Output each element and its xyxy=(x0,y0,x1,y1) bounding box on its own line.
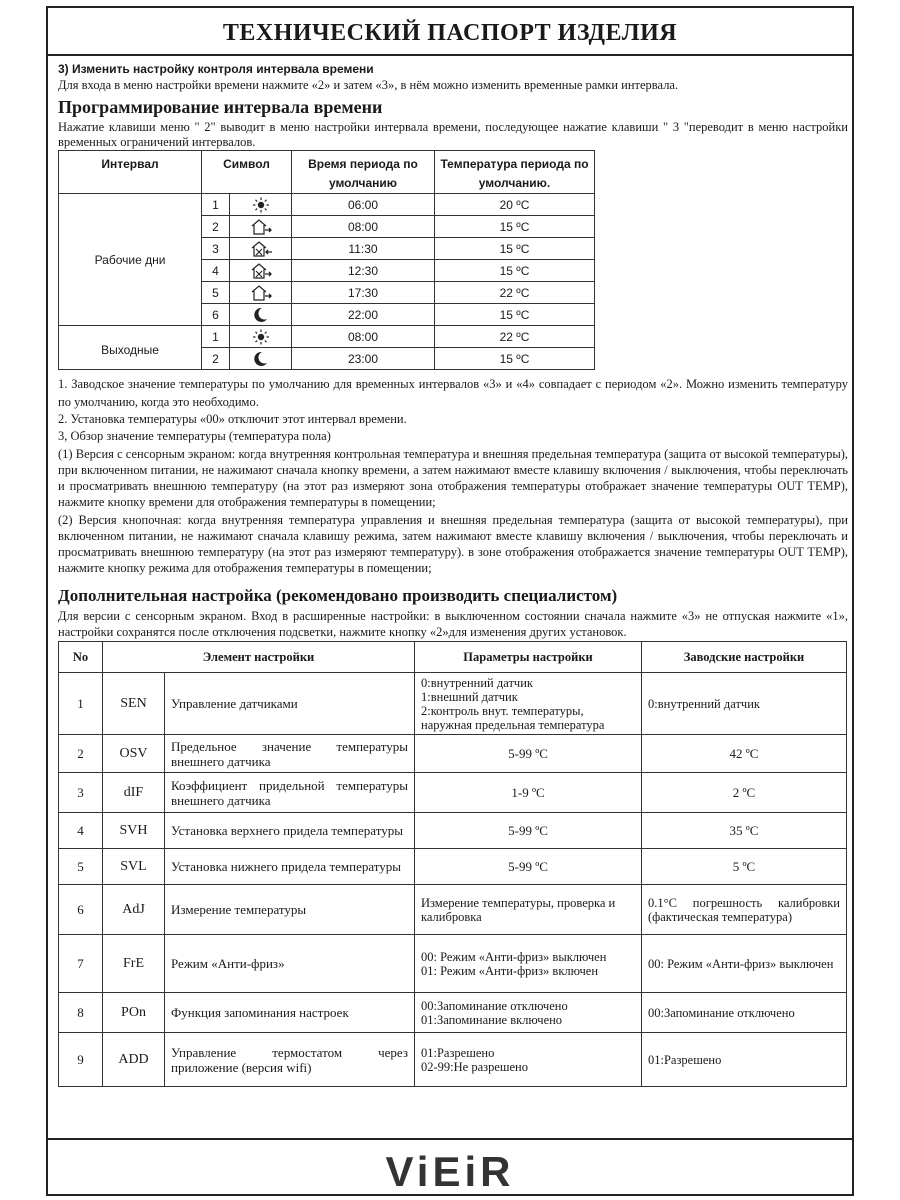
interval-time: 08:00 xyxy=(292,326,435,348)
interval-time: 17:30 xyxy=(292,282,435,304)
setting-name: Функция запоминания настроек xyxy=(165,993,415,1033)
interval-time: 11:30 xyxy=(292,238,435,260)
settings-row xyxy=(59,849,847,885)
setting-params xyxy=(415,935,642,993)
setting-factory: 42 ºC xyxy=(642,735,847,773)
document-page xyxy=(46,6,854,1196)
setting-params xyxy=(415,735,642,773)
page-title: ТЕХНИЧЕСКИЙ ПАСПОРТ ИЗДЕЛИЯ xyxy=(48,8,852,56)
interval-number: 2 xyxy=(202,216,230,238)
interval-number: 1 xyxy=(202,194,230,216)
setting-params xyxy=(415,885,642,935)
setting-params xyxy=(415,1033,642,1087)
setting-code: SVH xyxy=(103,813,165,849)
setting-code: OSV xyxy=(103,735,165,773)
setting-params xyxy=(415,993,642,1033)
setting-name: Режим «Анти-фриз» xyxy=(165,935,415,993)
setting-factory: 0.1°C погрешность калибровки (фактическая температура) xyxy=(642,885,847,935)
setting-param-line: 1-9 ºC xyxy=(511,784,545,800)
section-3-heading: 3) Изменить настройку контроля интервала времени xyxy=(58,62,374,76)
advanced-text: Для версии с сенсорным экраном. Вход в расширенные настройки: в выключенном состоянии сначала нажмите «3» не отпуская нажмите «1», настройки сохранятся после отключения подсветки, нажмите кнопку «2»для изменения других установок. xyxy=(58,609,848,639)
interval-number: 5 xyxy=(202,282,230,304)
setting-param-line: 02-99:Не разрешено xyxy=(421,1059,528,1074)
version-2-text: (2) Версия кнопочная: когда внутренняя температура управления и внешняя предельная температура (защита от высокой температуры), при включенном питании, не нажимают сначала клавишу режима, затем нажимают вместе клавишу включения / выключения, чтобы переключать и просматривать внешнюю температуру (на этот раз измеряют температуру). в зоне отображения отображается значение температуры OUT TEMP), нажмите кнопку режима для отображения температуры в помещении; xyxy=(58,513,848,575)
setting-code: dIF xyxy=(103,773,165,813)
setting-name: Коэффициент придельной температуры внешнего датчика xyxy=(165,773,415,813)
interval-time: 12:30 xyxy=(292,260,435,282)
setting-number: 3 xyxy=(59,773,103,813)
sun-icon xyxy=(230,326,292,348)
setting-name: Установка нижнего придела температуры xyxy=(165,849,415,885)
interval-number: 6 xyxy=(202,304,230,326)
interval-row xyxy=(59,194,595,216)
setting-name: Предельное значение температуры внешнего датчика xyxy=(165,735,415,773)
house-leave-icon xyxy=(230,216,292,238)
setting-factory: 00: Режим «Анти-фриз» выключен xyxy=(642,935,847,993)
setting-factory: 5 ºC xyxy=(642,849,847,885)
setting-param-line: 01: Режим «Анти-фриз» включен xyxy=(421,963,599,978)
setting-code: AdJ xyxy=(103,885,165,935)
setting-code: SEN xyxy=(103,673,165,735)
setting-params xyxy=(415,773,642,813)
setting-number: 8 xyxy=(59,993,103,1033)
interval-time: 23:00 xyxy=(292,348,435,370)
setting-code: SVL xyxy=(103,849,165,885)
header-time: Время периода по умолчанию xyxy=(292,151,435,194)
header-no: No xyxy=(59,642,103,673)
programming-title: Программирование интервала времени xyxy=(58,97,383,117)
header-factory: Заводские настройки xyxy=(642,642,847,673)
interval-time: 22:00 xyxy=(292,304,435,326)
header-temp: Температура периода по умолчанию. xyxy=(435,151,595,194)
brand-logo: ViEiR xyxy=(385,1148,515,1195)
house-x-leave-icon xyxy=(230,260,292,282)
header-params: Параметры настройки xyxy=(415,642,642,673)
interval-group-label: Выходные xyxy=(59,326,202,370)
setting-code: FrE xyxy=(103,935,165,993)
setting-param-line: Измерение температуры, проверка и калибровка xyxy=(421,895,616,924)
interval-temp: 22 ºC xyxy=(435,282,595,304)
interval-time: 08:00 xyxy=(292,216,435,238)
interval-number: 4 xyxy=(202,260,230,282)
setting-params xyxy=(415,813,642,849)
header-interval: Интервал xyxy=(59,151,202,194)
setting-number: 1 xyxy=(59,673,103,735)
interval-number: 2 xyxy=(202,348,230,370)
interval-number: 3 xyxy=(202,238,230,260)
interval-temp: 15 ºC xyxy=(435,216,595,238)
setting-name: Управление датчиками xyxy=(165,673,415,735)
house-x-return-icon xyxy=(230,238,292,260)
settings-row xyxy=(59,993,847,1033)
setting-param-line: 2:контроль внут. температуры, xyxy=(421,703,584,718)
setting-name: Установка верхнего придела температуры xyxy=(165,813,415,849)
moon-icon xyxy=(230,348,292,370)
interval-temp: 15 ºC xyxy=(435,304,595,326)
interval-temp: 15 ºC xyxy=(435,348,595,370)
setting-param-line: 01:Разрешено xyxy=(421,1045,495,1060)
setting-factory: 35 ºC xyxy=(642,813,847,849)
setting-name: Управление термостатом через приложение (версия wifi) xyxy=(165,1033,415,1087)
setting-param-line: 1:внешний датчик xyxy=(421,689,518,704)
setting-number: 4 xyxy=(59,813,103,849)
advanced-title: Дополнительная настройка (рекомендовано производить специалистом) xyxy=(58,586,618,605)
settings-row xyxy=(59,773,847,813)
setting-code: POn xyxy=(103,993,165,1033)
house-return-icon xyxy=(230,282,292,304)
setting-param-line: 5-99 ºC xyxy=(508,822,548,838)
setting-number: 2 xyxy=(59,735,103,773)
setting-factory: 01:Разрешено xyxy=(642,1033,847,1087)
settings-row xyxy=(59,1033,847,1087)
header-element: Элемент настройки xyxy=(103,642,415,673)
setting-factory: 00:Запоминание отключено xyxy=(642,993,847,1033)
setting-param-line: наружная предельная температура xyxy=(421,717,605,732)
setting-params xyxy=(415,673,642,735)
settings-row xyxy=(59,813,847,849)
interval-temp: 20 ºC xyxy=(435,194,595,216)
note-2: 2. Установка температуры «00» отключит этот интервал времени. xyxy=(58,412,407,426)
version-1-text: (1) Версия с сенсорным экраном: когда внутренняя контрольная температура и внешняя предельная температура (защита от высокой температуры), при включенном питании, не нажимают сначала кнопку времени, а затем нажимают вместе клавишу включения / выключения, чтобы переключать и просматривать внешнюю температуру (на этот раз измеряют зона отображения температуры отображает значение температуры OUT TEMP), нажмите кнопку времени для отображения температуры в помещении; xyxy=(58,447,848,509)
interval-number: 1 xyxy=(202,326,230,348)
interval-table xyxy=(58,150,595,370)
setting-number: 6 xyxy=(59,885,103,935)
setting-param-line: 0:внутренний датчик xyxy=(421,675,533,690)
setting-factory: 0:внутренний датчик xyxy=(642,673,847,735)
setting-number: 7 xyxy=(59,935,103,993)
sun-icon xyxy=(230,194,292,216)
settings-table xyxy=(58,641,847,1087)
settings-row xyxy=(59,885,847,935)
interval-temp: 22 ºC xyxy=(435,326,595,348)
setting-factory: 2 ºC xyxy=(642,773,847,813)
setting-param-line: 00:Запоминание отключено xyxy=(421,998,568,1013)
programming-text: Нажатие клавиши меню " 2" выводит в меню настройки интервала времени, последующее нажатие клавиши " 3 "переводит в меню настройки временных ограничений интервалов. xyxy=(58,120,848,149)
moon-icon xyxy=(230,304,292,326)
setting-number: 5 xyxy=(59,849,103,885)
setting-param-line: 5-99 ºC xyxy=(508,858,548,874)
setting-params xyxy=(415,849,642,885)
settings-row xyxy=(59,735,847,773)
note-1: 1. Заводское значение температуры по умолчанию для временных интервалов «3» и «4» совпадает с периодом «2». Можно изменить температуру по умолчанию, когда это необходимо. xyxy=(58,377,848,409)
setting-number: 9 xyxy=(59,1033,103,1087)
settings-row xyxy=(59,673,847,735)
interval-time: 06:00 xyxy=(292,194,435,216)
setting-param-line: 00: Режим «Анти-фриз» выключен xyxy=(421,949,607,964)
section-3-text: Для входа в меню настройки времени нажмите «2» и затем «3», в нём можно изменить временные рамки интервала. xyxy=(58,78,679,92)
setting-param-line: 01:Запоминание включено xyxy=(421,1012,563,1027)
note-3: 3, Обзор значение температуры (температура пола) xyxy=(58,429,331,443)
interval-temp: 15 ºC xyxy=(435,260,595,282)
header-symbol: Символ xyxy=(202,151,292,194)
interval-temp: 15 ºC xyxy=(435,238,595,260)
setting-code: ADD xyxy=(103,1033,165,1087)
setting-param-line: 5-99 ºC xyxy=(508,745,548,761)
footer xyxy=(48,1138,852,1198)
settings-row xyxy=(59,935,847,993)
interval-row xyxy=(59,326,595,348)
setting-name: Измерение температуры xyxy=(165,885,415,935)
interval-group-label: Рабочие дни xyxy=(59,194,202,326)
